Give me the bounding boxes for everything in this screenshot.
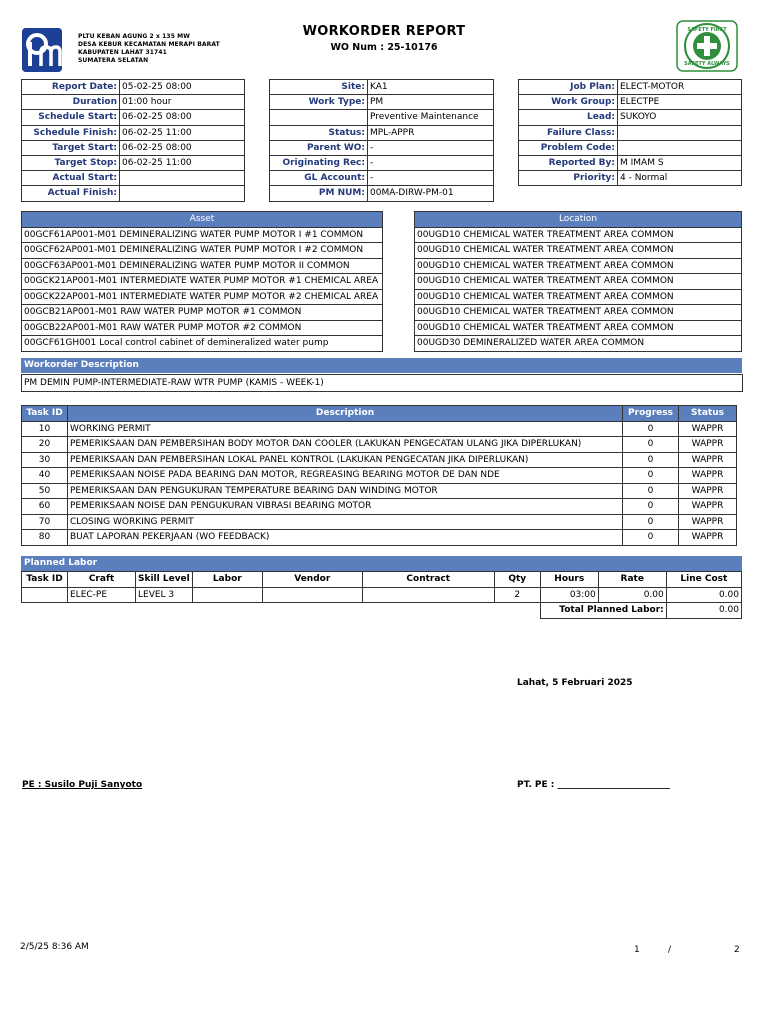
asset-row-text: 00GCB21AP001-M01 RAW WATER PUMP MOTOR #1 COMMON: [22, 305, 383, 321]
wo-number: WO Num : 25-10176: [330, 42, 438, 53]
labor-col-header: Vendor: [262, 572, 362, 588]
info-label: [270, 110, 368, 125]
info-row: [519, 95, 742, 110]
planned-labor-table: [21, 571, 742, 619]
labor-skill: LEVEL 3: [136, 587, 193, 603]
info-row: [22, 95, 245, 110]
info-row: [22, 110, 245, 125]
task-id: 40: [22, 468, 68, 484]
task-progress: 0: [623, 437, 679, 453]
info-label: Actual Finish:: [22, 186, 120, 201]
task-table: [21, 405, 737, 546]
labor-vendor: [262, 587, 362, 603]
info-row: [270, 95, 494, 110]
location-row-text: 00UGD30 DEMINERALIZED WATER AREA COMMON: [415, 336, 742, 352]
info-row: [22, 171, 245, 186]
labor-row: [22, 587, 742, 603]
info-label: Duration: [22, 95, 120, 110]
info-label: Parent WO:: [270, 140, 368, 155]
asset-row: [22, 227, 383, 243]
info-row: [22, 125, 245, 140]
location-header: Location: [415, 212, 742, 228]
info-left-table: [21, 79, 245, 202]
location-row-text: 00UGD10 CHEMICAL WATER TREATMENT AREA COMMON: [415, 305, 742, 321]
task-description: WORKING PERMIT: [68, 421, 623, 437]
info-label: Status:: [270, 125, 368, 140]
task-status: WAPPR: [679, 530, 737, 546]
location-row: [415, 258, 742, 274]
task-description: BUAT LAPORAN PEKERJAAN (WO FEEDBACK): [68, 530, 623, 546]
labor-col-header: Rate: [598, 572, 666, 588]
info-row: [22, 186, 245, 201]
task-progress: 0: [623, 530, 679, 546]
org-line: KABUPATEN LAHAT 31741: [78, 49, 167, 56]
info-label: Priority:: [519, 171, 618, 186]
task-description: CLOSING WORKING PERMIT: [68, 514, 623, 530]
info-value: -: [368, 155, 494, 170]
task-progress: 0: [623, 499, 679, 515]
location-row-text: 00UGD10 CHEMICAL WATER TREATMENT AREA COMMON: [415, 227, 742, 243]
asset-row-text: 00GCB22AP001-M01 RAW WATER PUMP MOTOR #2 COMMON: [22, 320, 383, 336]
info-value: [618, 140, 742, 155]
info-label: GL Account:: [270, 171, 368, 186]
asset-row-text: 00GCF61GH001 Local control cabinet of demineralized water pump: [22, 336, 383, 352]
labor-qty: 2: [494, 587, 540, 603]
location-row-text: 00UGD10 CHEMICAL WATER TREATMENT AREA COMMON: [415, 320, 742, 336]
page-current: 1: [634, 945, 640, 955]
task-id: 20: [22, 437, 68, 453]
task-row: [22, 483, 737, 499]
info-value: [120, 186, 245, 201]
info-label: Target Start:: [22, 140, 120, 155]
info-value: 06-02-25 08:00: [120, 110, 245, 125]
task-progress: 0: [623, 514, 679, 530]
task-progress: 0: [623, 421, 679, 437]
asset-row-text: 00GCK22AP001-M01 INTERMEDIATE WATER PUMP MOTOR #2 CHEMICAL AREA: [22, 289, 383, 305]
task-status: WAPPR: [679, 483, 737, 499]
info-label: Site:: [270, 80, 368, 95]
org-line: PLTU KEBAN AGUNG 2 x 135 MW: [78, 33, 190, 40]
info-right-table: [518, 79, 742, 186]
asset-row-text: 00GCF63AP001-M01 DEMINERALIZING WATER PUMP MOTOR II COMMON: [22, 258, 383, 274]
info-label: Failure Class:: [519, 125, 618, 140]
location-row: [415, 320, 742, 336]
task-status: WAPPR: [679, 468, 737, 484]
info-label: Work Type:: [270, 95, 368, 110]
task-row: [22, 514, 737, 530]
asset-row: [22, 320, 383, 336]
location-row: [415, 336, 742, 352]
location-row-text: 00UGD10 CHEMICAL WATER TREATMENT AREA COMMON: [415, 258, 742, 274]
task-description: PEMERIKSAAN DAN PEMBERSIHAN BODY MOTOR DAN COOLER (LAKUKAN PENGECATAN ULANG JIKA DIPERLUKAN): [68, 437, 623, 453]
asset-row-text: 00GCF61AP001-M01 DEMINERALIZING WATER PUMP MOTOR I #1 COMMON: [22, 227, 383, 243]
info-value: 00MA-DIRW-PM-01: [368, 186, 494, 201]
labor-contract: [362, 587, 494, 603]
info-row: [270, 155, 494, 170]
asset-row: [22, 274, 383, 290]
info-row: [519, 125, 742, 140]
info-row: [519, 155, 742, 170]
info-label: Originating Rec:: [270, 155, 368, 170]
asset-header: Asset: [22, 212, 383, 228]
task-status: WAPPR: [679, 437, 737, 453]
location-row: [415, 243, 742, 259]
asset-row: [22, 258, 383, 274]
task-progress: 0: [623, 483, 679, 499]
info-label: Schedule Finish:: [22, 125, 120, 140]
labor-craft: ELEC-PE: [68, 587, 136, 603]
task-col-status: Status: [679, 406, 737, 422]
page-total: 2: [734, 945, 740, 955]
task-status: WAPPR: [679, 514, 737, 530]
asset-row: [22, 289, 383, 305]
labor-rate: 0.00: [598, 587, 666, 603]
info-value: ELECTPE: [618, 95, 742, 110]
safety-first-badge: [676, 20, 738, 72]
task-description: PEMERIKSAAN NOISE PADA BEARING DAN MOTOR, REGREASING BEARING MOTOR DE DAN NDE: [68, 468, 623, 484]
task-id: 80: [22, 530, 68, 546]
labor-col-header: Skill Level: [136, 572, 193, 588]
location-row-text: 00UGD10 CHEMICAL WATER TREATMENT AREA COMMON: [415, 289, 742, 305]
task-id: 60: [22, 499, 68, 515]
task-status: WAPPR: [679, 499, 737, 515]
info-value: MPL-APPR: [368, 125, 494, 140]
task-id: 50: [22, 483, 68, 499]
info-row: [270, 125, 494, 140]
info-value: 06-02-25 11:00: [120, 125, 245, 140]
task-row: [22, 421, 737, 437]
task-description: PEMERIKSAAN NOISE DAN PENGUKURAN VIBRASI BEARING MOTOR: [68, 499, 623, 515]
org-line: DESA KEBUR KECAMATAN MERAPI BARAT: [78, 41, 220, 48]
location-row: [415, 227, 742, 243]
planned-labor-header: Planned Labor: [21, 556, 742, 571]
info-row: [270, 186, 494, 201]
location-row: [415, 289, 742, 305]
info-row: [519, 140, 742, 155]
print-timestamp: 2/5/25 8:36 AM: [20, 942, 89, 952]
info-row: [270, 171, 494, 186]
info-value: ELECT-MOTOR: [618, 80, 742, 95]
info-value: PM: [368, 95, 494, 110]
info-value: SUKOYO: [618, 110, 742, 125]
location-row-text: 00UGD10 CHEMICAL WATER TREATMENT AREA COMMON: [415, 243, 742, 259]
info-label: Problem Code:: [519, 140, 618, 155]
info-row: [270, 140, 494, 155]
task-description: PEMERIKSAAN DAN PEMBERSIHAN LOKAL PANEL KONTROL (LAKUKAN PENGECATAN JIKA DIPERLUKAN): [68, 452, 623, 468]
labor-col-header: Qty: [494, 572, 540, 588]
labor-total-row: [22, 603, 742, 619]
wo-description-header: Workorder Description: [21, 358, 742, 373]
info-value: 06-02-25 08:00: [120, 140, 245, 155]
info-value: KA1: [368, 80, 494, 95]
task-row: [22, 530, 737, 546]
info-row: [519, 80, 742, 95]
task-col-progress: Progress: [623, 406, 679, 422]
asset-row: [22, 336, 383, 352]
task-id: 70: [22, 514, 68, 530]
info-row: [519, 110, 742, 125]
info-value: [618, 125, 742, 140]
info-mid-table: [269, 79, 494, 202]
info-value: 01:00 hour: [120, 95, 245, 110]
labor-col-header: Hours: [540, 572, 598, 588]
info-row: [22, 80, 245, 95]
info-label: Report Date:: [22, 80, 120, 95]
info-value: Preventive Maintenance: [368, 110, 494, 125]
labor-line-cost: 0.00: [666, 587, 741, 603]
labor-col-header: Contract: [362, 572, 494, 588]
asset-row: [22, 305, 383, 321]
info-value: -: [368, 140, 494, 155]
place-date: Lahat, 5 Februari 2025: [517, 678, 633, 688]
asset-row-text: 00GCF62AP001-M01 DEMINERALIZING WATER PUMP MOTOR I #2 COMMON: [22, 243, 383, 259]
task-status: WAPPR: [679, 421, 737, 437]
org-line: SUMATERA SELATAN: [78, 57, 149, 64]
labor-task-id: [22, 587, 68, 603]
task-progress: 0: [623, 452, 679, 468]
labor-col-header: Line Cost: [666, 572, 741, 588]
svg-text:SAFETY FIRST: SAFETY FIRST: [687, 27, 727, 33]
page-separator: /: [668, 945, 672, 955]
asset-table: [21, 211, 383, 352]
info-row: [270, 110, 494, 125]
info-label: Schedule Start:: [22, 110, 120, 125]
task-id: 10: [22, 421, 68, 437]
asset-row: [22, 243, 383, 259]
wo-description-text: PM DEMIN PUMP-INTERMEDIATE-RAW WTR PUMP (KAMIS - WEEK-1): [21, 374, 743, 392]
info-row: [22, 155, 245, 170]
location-row-text: 00UGD10 CHEMICAL WATER TREATMENT AREA COMMON: [415, 274, 742, 290]
labor-col-header: Labor: [192, 572, 262, 588]
task-progress: 0: [623, 468, 679, 484]
info-label: PM NUM:: [270, 186, 368, 201]
task-description: PEMERIKSAAN DAN PENGUKURAN TEMPERATURE BEARING DAN WINDING MOTOR: [68, 483, 623, 499]
info-row: [519, 171, 742, 186]
info-value: 06-02-25 11:00: [120, 155, 245, 170]
total-planned-labor-label: Total Planned Labor:: [540, 603, 666, 619]
info-value: [120, 171, 245, 186]
location-row: [415, 305, 742, 321]
info-label: Job Plan:: [519, 80, 618, 95]
info-value: 05-02-25 08:00: [120, 80, 245, 95]
task-row: [22, 468, 737, 484]
total-planned-labor-value: 0.00: [666, 603, 741, 619]
report-title: WORKORDER REPORT: [302, 24, 466, 39]
task-id: 30: [22, 452, 68, 468]
info-row: [22, 140, 245, 155]
location-table: [414, 211, 742, 352]
info-label: Reported By:: [519, 155, 618, 170]
svg-text:SAFETY ALWAYS: SAFETY ALWAYS: [684, 61, 730, 67]
info-value: M IMAM S: [618, 155, 742, 170]
info-label: Work Group:: [519, 95, 618, 110]
labor-col-header: Craft: [68, 572, 136, 588]
pt-pe-signature: PT. PE : _________________________: [517, 780, 671, 790]
asset-row-text: 00GCK21AP001-M01 INTERMEDIATE WATER PUMP MOTOR #1 CHEMICAL AREA: [22, 274, 383, 290]
task-status: WAPPR: [679, 452, 737, 468]
info-label: Lead:: [519, 110, 618, 125]
labor-hours: 03:00: [540, 587, 598, 603]
info-value: 4 - Normal: [618, 171, 742, 186]
task-col-id: Task ID: [22, 406, 68, 422]
task-row: [22, 437, 737, 453]
labor-col-header: Task ID: [22, 572, 68, 588]
task-col-description: Description: [68, 406, 623, 422]
pe-signature: PE : Susilo Puji Sanyoto: [22, 780, 143, 790]
task-row: [22, 452, 737, 468]
info-value: -: [368, 171, 494, 186]
task-row: [22, 499, 737, 515]
info-label: Target Stop:: [22, 155, 120, 170]
info-label: Actual Start:: [22, 171, 120, 186]
labor-labor: [192, 587, 262, 603]
location-row: [415, 274, 742, 290]
info-row: [270, 80, 494, 95]
